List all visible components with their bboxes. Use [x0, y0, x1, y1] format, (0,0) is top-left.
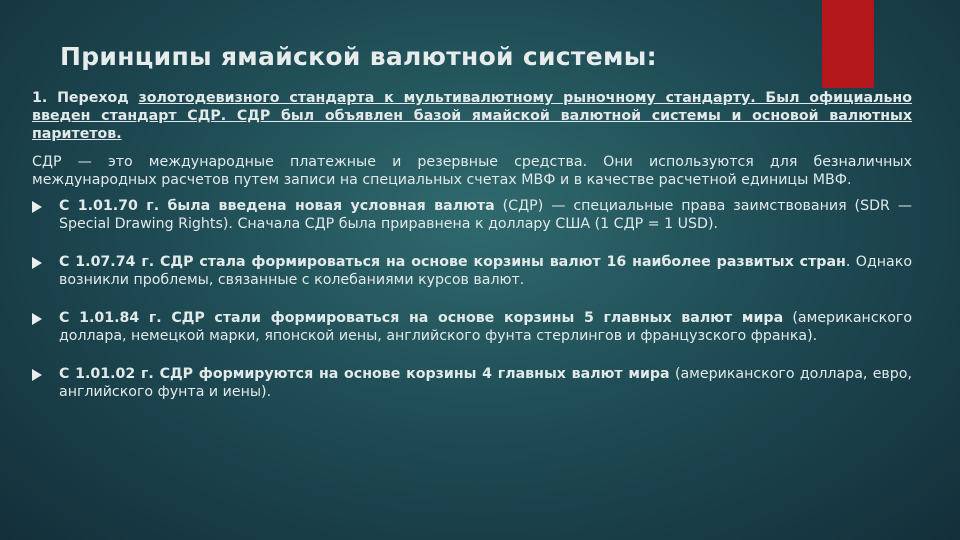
- arrow-bullet-icon: [32, 369, 42, 381]
- intro-prefix: 1. Переход: [32, 90, 139, 106]
- red-accent-bar: [822, 0, 874, 88]
- bullet-item: [32, 253, 912, 289]
- bullet-text: (американского доллара, немецкой марки, японской иены, английского фунта стерлингов и французского франка).: [59, 310, 913, 344]
- sdr-definition: СДР — это международные платежные и резервные средства. Они используются для безналичных международных расчетов путем записи на специальных счетах МВФ и в качестве расчетной единицы МВФ.: [32, 154, 912, 188]
- bullet-item: [32, 365, 912, 401]
- bullet-list: [32, 197, 912, 401]
- bullet-text: (американского доллара, евро, английского фунта и иены).: [59, 366, 912, 400]
- bullet-item: [32, 309, 912, 345]
- arrow-bullet-icon: [32, 201, 42, 213]
- slide-title: Принципы ямайской валютной системы:: [60, 42, 657, 71]
- bullet-text: (СДР) — специальные права заимствования (SDR — Special Drawing Rights). Сначала СДР была приравнена к доллару США (1 СДР = 1 USD).: [59, 198, 913, 232]
- bullet-item: [32, 197, 912, 233]
- arrow-bullet-icon: [32, 313, 42, 325]
- bullet-bold-text: С 1.07.74 г. СДР стала формироваться на основе корзины валют 16 наиболее развитых стран: [59, 254, 846, 270]
- bullet-bold-text: С 1.01.70 г. была введена новая условная валюта: [59, 198, 495, 214]
- slide-content: [32, 89, 912, 401]
- arrow-bullet-icon: [32, 257, 42, 269]
- bullet-text: . Однако возникли проблемы, связанные с колебаниями курсов валют.: [59, 254, 912, 288]
- intro-underlined-text: золотодевизного стандарта к мультивалютному рыночному стандарту. Был официально введен стандарт СДР. СДР был объявлен базой ямайской валютной системы и основой валютных паритетов.: [32, 90, 912, 142]
- bullet-bold-text: С 1.01.02 г. СДР формируются на основе корзины 4 главных валют мира: [59, 366, 670, 382]
- intro-paragraph: [32, 89, 912, 143]
- bullet-bold-text: С 1.01.84 г. СДР стали формироваться на основе корзины 5 главных валют мира: [59, 310, 784, 326]
